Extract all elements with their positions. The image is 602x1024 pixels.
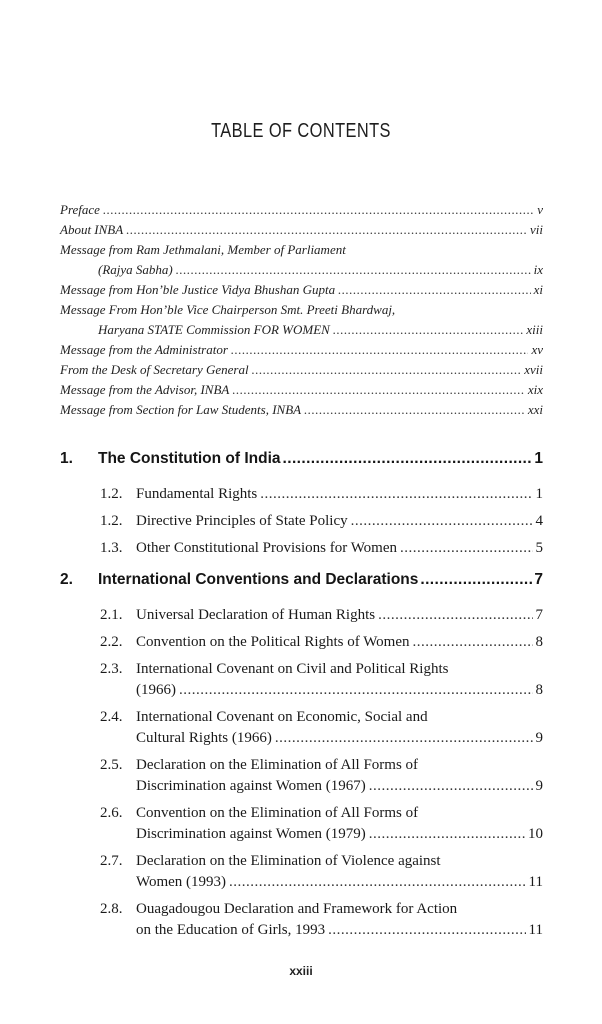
section-title: Other Constitutional Provisions for Women bbox=[136, 540, 398, 556]
chapter-page: 7 bbox=[534, 571, 543, 588]
section-page: 9 bbox=[535, 730, 543, 746]
section-title: Convention on the Political Rights of Women bbox=[136, 634, 410, 650]
front-matter-list bbox=[60, 200, 543, 420]
section-entry bbox=[100, 755, 543, 797]
section-line bbox=[136, 728, 543, 749]
dot-leader bbox=[275, 728, 533, 749]
chapter-title: The Constitution of India bbox=[98, 450, 281, 467]
toc-entry-text: Message from Section for Law Students, INBA bbox=[60, 402, 302, 417]
dot-leader bbox=[420, 571, 532, 589]
toc-entry-page: xiii bbox=[526, 322, 543, 337]
section-body bbox=[136, 632, 543, 653]
section-body bbox=[136, 707, 543, 749]
toc-entry-line bbox=[60, 400, 543, 420]
toc-entry-text: Message from Ram Jethmalani, Member of Parliament bbox=[60, 242, 346, 257]
dot-leader bbox=[176, 260, 531, 280]
section-body bbox=[136, 605, 543, 626]
toc-entry-page: ix bbox=[533, 262, 543, 277]
section-line bbox=[136, 776, 543, 797]
toc-entry-page: xix bbox=[527, 382, 543, 397]
chapter-number: 2. bbox=[60, 571, 73, 588]
dot-leader bbox=[378, 605, 532, 626]
section-line bbox=[136, 511, 543, 532]
toc-entry bbox=[60, 300, 543, 340]
section-number: 2.8. bbox=[100, 901, 123, 917]
dot-leader bbox=[413, 632, 533, 653]
dot-leader bbox=[351, 511, 533, 532]
toc-entry-text: Message from Hon’ble Justice Vidya Bhushan Gupta bbox=[60, 282, 336, 297]
section-number: 1.3. bbox=[100, 540, 123, 556]
toc-entry-line bbox=[60, 280, 543, 300]
toc-entry bbox=[60, 360, 543, 380]
section-title: Discrimination against Women (1979) bbox=[136, 826, 366, 842]
dot-leader bbox=[328, 920, 525, 941]
toc-entry bbox=[60, 280, 543, 300]
toc-entry-text: Message from the Administrator bbox=[60, 342, 228, 357]
toc-entry-page: xvii bbox=[524, 362, 543, 377]
dot-leader bbox=[283, 450, 533, 468]
section-title: Women (1993) bbox=[136, 874, 227, 890]
section-title: Directive Principles of State Policy bbox=[136, 513, 348, 529]
chapter-page: 1 bbox=[534, 450, 543, 467]
section-title: International Covenant on Civil and Political Rights bbox=[136, 661, 449, 677]
section-body bbox=[136, 659, 543, 701]
section-body bbox=[136, 511, 543, 532]
section-body bbox=[136, 851, 543, 893]
section-number: 1.2. bbox=[100, 486, 123, 502]
section-page: 4 bbox=[535, 513, 543, 529]
section-title: Declaration on the Elimination of Violence against bbox=[136, 853, 441, 869]
section-body bbox=[136, 484, 543, 505]
toc-entry-line bbox=[60, 260, 543, 280]
section-number: 2.2. bbox=[100, 634, 123, 650]
section-number: 2.3. bbox=[100, 661, 123, 677]
section-page: 8 bbox=[535, 682, 543, 698]
section-number: 2.1. bbox=[100, 607, 123, 623]
dot-leader bbox=[252, 360, 522, 380]
section-body bbox=[136, 803, 543, 845]
section-title: on the Education of Girls, 1993 bbox=[136, 922, 326, 938]
page-title: TABLE OF CONTENTS bbox=[211, 120, 391, 142]
section-page: 10 bbox=[528, 826, 543, 842]
dot-leader bbox=[103, 200, 534, 220]
section-line bbox=[136, 872, 543, 893]
chapter-heading bbox=[60, 450, 543, 478]
section-title: Universal Declaration of Human Rights bbox=[136, 607, 376, 623]
section-page: 9 bbox=[535, 778, 543, 794]
section-entry bbox=[100, 632, 543, 653]
section-entry bbox=[100, 851, 543, 893]
section-entry bbox=[100, 659, 543, 701]
section-entry bbox=[100, 605, 543, 626]
section-title: Cultural Rights (1966) bbox=[136, 730, 272, 746]
section-title: Fundamental Rights bbox=[136, 486, 258, 502]
toc-entry bbox=[60, 200, 543, 220]
section-page: 11 bbox=[528, 922, 543, 938]
section-number: 2.5. bbox=[100, 757, 123, 773]
chapter bbox=[60, 450, 543, 559]
toc-entry-line bbox=[60, 360, 543, 380]
chapter-heading bbox=[60, 571, 543, 599]
toc-entry-text: Haryana STATE Commission FOR WOMEN bbox=[98, 322, 330, 337]
dot-leader bbox=[179, 680, 533, 701]
toc-entry-line bbox=[60, 320, 543, 340]
dot-leader bbox=[333, 320, 524, 340]
section-entry bbox=[100, 707, 543, 749]
section-title: Discrimination against Women (1967) bbox=[136, 778, 366, 794]
dot-leader bbox=[369, 824, 525, 845]
section-entry bbox=[100, 803, 543, 845]
section-line bbox=[136, 680, 543, 701]
dot-leader bbox=[126, 220, 527, 240]
section-number: 2.6. bbox=[100, 805, 123, 821]
toc-entry-line bbox=[60, 220, 543, 240]
toc-entry bbox=[60, 240, 543, 280]
toc-entry-text: Message From Hon’ble Vice Chairperson Smt. Preeti Bhardwaj, bbox=[60, 302, 396, 317]
toc-entry-page: xv bbox=[531, 342, 543, 357]
dot-leader bbox=[338, 280, 530, 300]
section-title: Declaration on the Elimination of All Forms of bbox=[136, 757, 419, 773]
section-page: 5 bbox=[535, 540, 543, 556]
toc-entry-page: xi bbox=[533, 282, 543, 297]
section-entry bbox=[100, 899, 543, 941]
toc-entry-line bbox=[60, 380, 543, 400]
section-body bbox=[136, 538, 543, 559]
toc-entry bbox=[60, 340, 543, 360]
dot-leader bbox=[304, 400, 525, 420]
dot-leader bbox=[231, 340, 529, 360]
section-body bbox=[136, 755, 543, 797]
section-list bbox=[60, 484, 543, 559]
chapter-title: International Conventions and Declarations bbox=[98, 571, 419, 588]
section-entry bbox=[100, 484, 543, 505]
section-list bbox=[60, 605, 543, 941]
section-page: 7 bbox=[535, 607, 543, 623]
section-entry bbox=[100, 511, 543, 532]
toc-entry-text: Message from the Advisor, INBA bbox=[60, 382, 230, 397]
section-page: 11 bbox=[528, 874, 543, 890]
toc-entry-page: v bbox=[537, 202, 543, 217]
section-body bbox=[136, 899, 543, 941]
dot-leader bbox=[232, 380, 525, 400]
section-line bbox=[136, 484, 543, 505]
section-number: 2.7. bbox=[100, 853, 123, 869]
section-page: 8 bbox=[535, 634, 543, 650]
dot-leader bbox=[260, 484, 532, 505]
toc-entry-line bbox=[60, 200, 543, 220]
section-line bbox=[136, 920, 543, 941]
section-page: 1 bbox=[535, 486, 543, 502]
section-number: 1.2. bbox=[100, 513, 123, 529]
section-line bbox=[136, 605, 543, 626]
chapter-list bbox=[60, 450, 543, 953]
section-title: (1966) bbox=[136, 682, 176, 698]
toc-entry-text: (Rajya Sabha) bbox=[98, 262, 173, 277]
dot-leader bbox=[400, 538, 532, 559]
chapter bbox=[60, 571, 543, 941]
toc-entry-page: vii bbox=[530, 222, 543, 237]
section-line bbox=[136, 824, 543, 845]
toc-entry-text: About INBA bbox=[60, 222, 124, 237]
section-title: Ouagadougou Declaration and Framework for Action bbox=[136, 901, 458, 917]
toc-entry bbox=[60, 380, 543, 400]
section-line bbox=[136, 632, 543, 653]
section-line bbox=[136, 538, 543, 559]
section-title: Convention on the Elimination of All Forms of bbox=[136, 805, 419, 821]
toc-entry bbox=[60, 400, 543, 420]
toc-entry bbox=[60, 220, 543, 240]
chapter-number: 1. bbox=[60, 450, 73, 467]
page-number: xxiii bbox=[289, 964, 313, 978]
toc-entry-line bbox=[60, 340, 543, 360]
toc-entry-page: xxi bbox=[527, 402, 543, 417]
section-number: 2.4. bbox=[100, 709, 123, 725]
dot-leader bbox=[229, 872, 526, 893]
toc-entry-text: Preface bbox=[60, 202, 100, 217]
section-entry bbox=[100, 538, 543, 559]
toc-entry-text: From the Desk of Secretary General bbox=[60, 362, 249, 377]
dot-leader bbox=[369, 776, 533, 797]
section-title: International Covenant on Economic, Social and bbox=[136, 709, 428, 725]
